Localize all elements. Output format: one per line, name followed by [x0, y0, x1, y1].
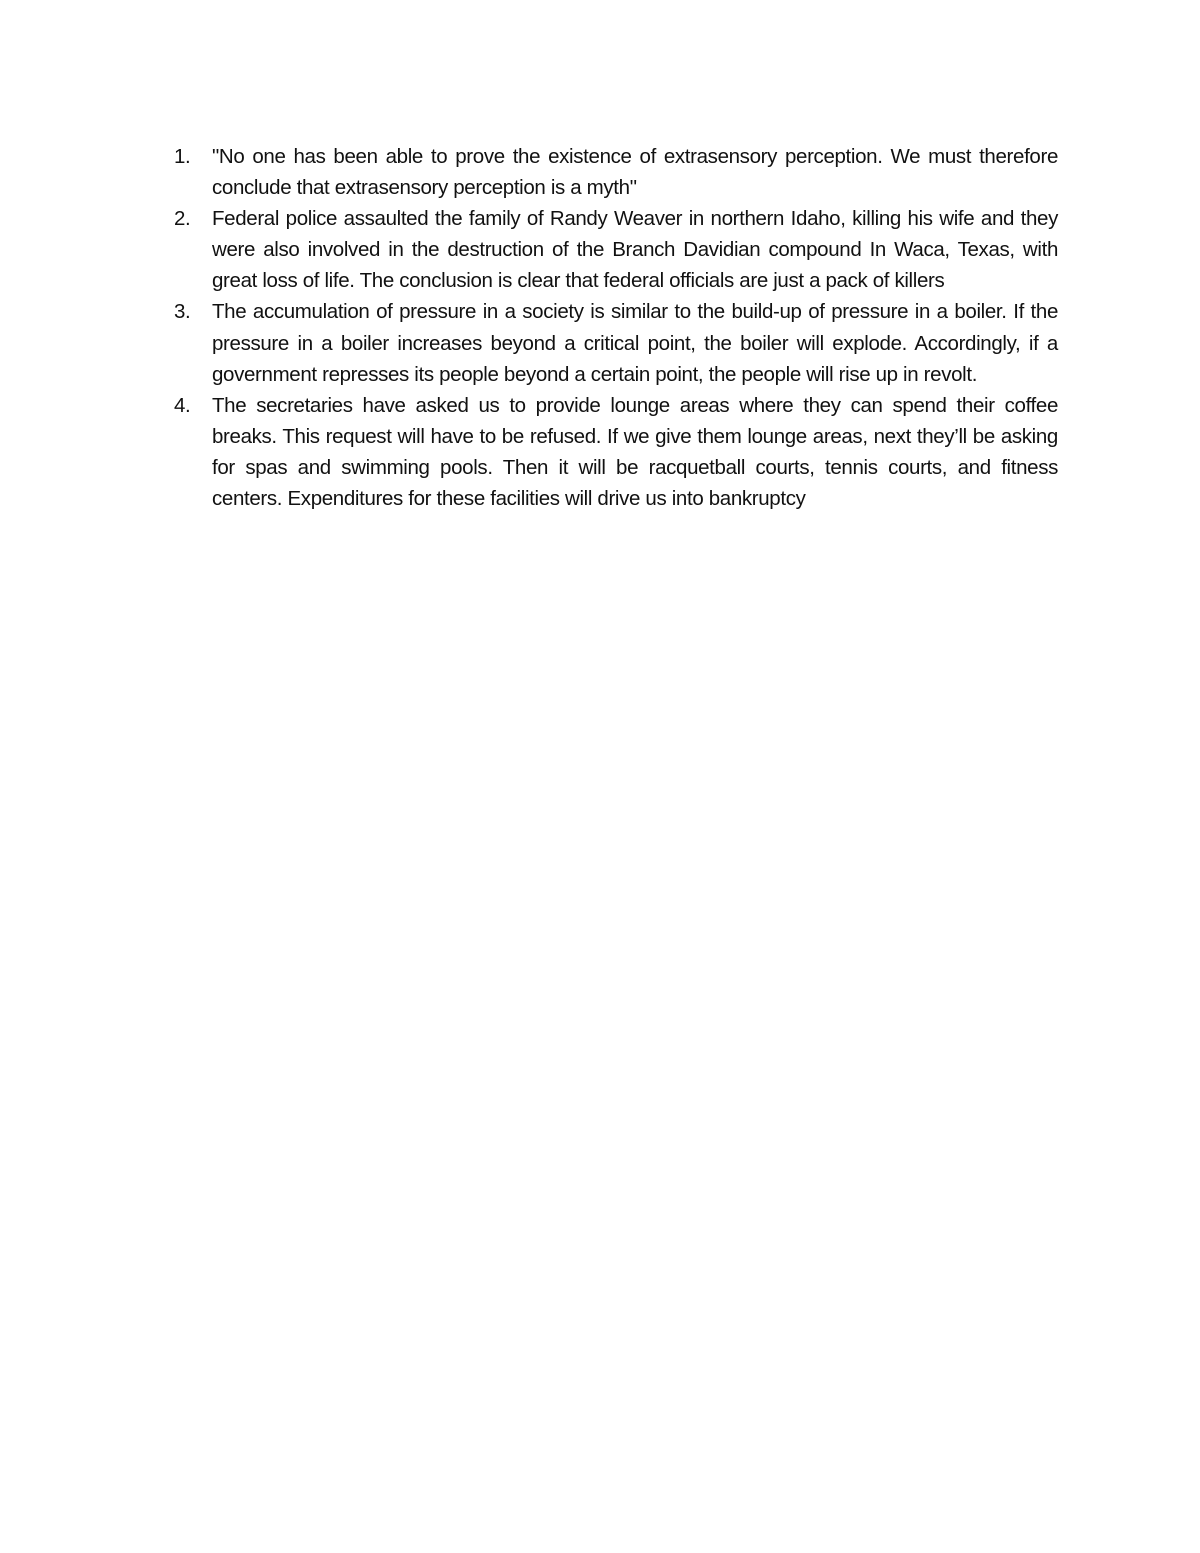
- list-item: [174, 390, 1058, 514]
- list-item-number: 1.: [174, 145, 191, 168]
- list-item-number: 3.: [174, 300, 191, 324]
- list-item-text: The secretaries have asked us to provide lounge areas where they can spend their coffee breaks. This request will have to be refused. If we give them lounge areas, next they’ll be asking for spas and swimming pools. Then it will be racquetball courts, tennis courts, and fitness centers. Expenditures for these facilities will drive us into bankruptcy: [212, 393, 1058, 511]
- list-item: [174, 203, 1058, 296]
- list-item: [174, 296, 1058, 389]
- list-item-text: "No one has been able to prove the existence of extrasensory perception. We must therefore conclude that extrasensory perception is a myth": [212, 145, 1058, 200]
- list-item-text: The accumulation of pressure in a society is similar to the build-up of pressure in a boiler. If the pressure in a boiler increases beyond a critical point, the boiler will explode. Accordingly, if a government represses its people beyond a certain point, the people will rise up in revolt.: [212, 300, 1058, 386]
- list-item: [174, 141, 1058, 203]
- list-item-text: Federal police assaulted the family of Randy Weaver in northern Idaho, killing his wife and they were also involved in the destruction of the Branch Davidian compound In Waca, Texas, with great loss of life. The conclusion is clear that federal officials are just a pack of killers: [212, 207, 1058, 293]
- numbered-list: [0, 141, 1200, 514]
- list-item-number: 2.: [174, 207, 191, 231]
- list-item-number: 4.: [174, 393, 191, 417]
